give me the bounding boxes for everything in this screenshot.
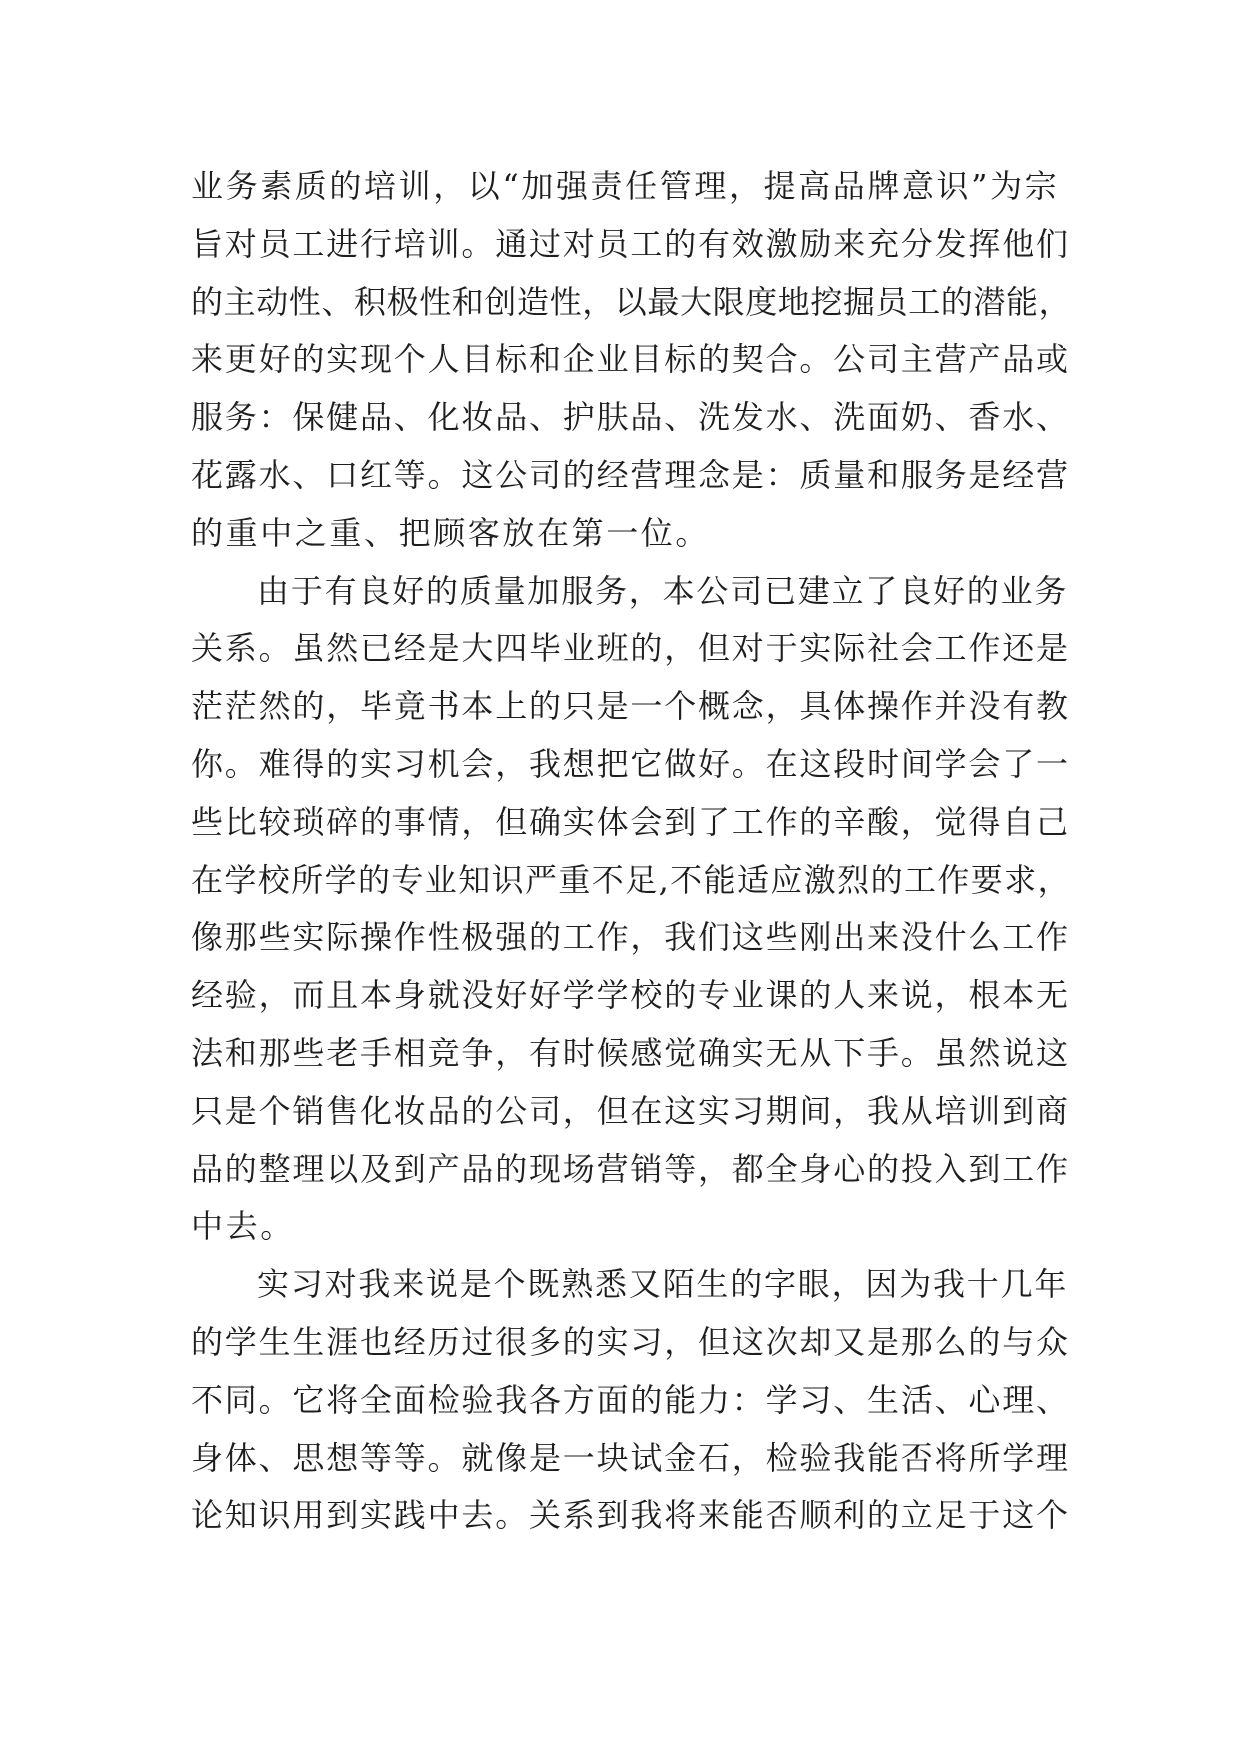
text-line: 的主动性、积极性和创造性，以最大限度地挖掘员工的潜能， xyxy=(191,282,1072,321)
text-line: 茫茫然的，毕竟书本上的只是一个概念，具体操作并没有教 xyxy=(191,687,1070,726)
text-line: 业务素质的培训，以“加强责任管理，提高品牌意识”为宗 xyxy=(191,167,1060,205)
text-line: 在学校所学的专业知识严重不足,不能适应激烈的工作要求， xyxy=(191,860,1071,899)
text-line: 论知识用到实践中去。关系到我将来能否顺利的立足于这个 xyxy=(191,1496,1070,1535)
text-line: 不同。它将全面检验我各方面的能力：学习、生活、心理、 xyxy=(191,1380,1070,1419)
text-line: 花露水、口红等。这公司的经营理念是：质量和服务是经营 xyxy=(191,455,1070,494)
text-line: 像那些实际操作性极强的工作，我们这些刚出来没什么工作 xyxy=(191,918,1070,957)
text-line: 经验，而且本身就没好好学学校的专业课的人来说，根本无 xyxy=(191,976,1070,1015)
document-body xyxy=(191,158,1072,1545)
text-line: 品的整理以及到产品的现场营销等，都全身心的投入到工作 xyxy=(191,1149,1070,1188)
text-line: 只是个销售化妆品的公司，但在这实习期间，我从培训到商 xyxy=(191,1091,1070,1130)
text-line: 你。难得的实习机会，我想把它做好。在这段时间学会了一 xyxy=(191,744,1070,783)
text-line: 中去。 xyxy=(191,1207,295,1246)
text-line: 来更好的实现个人目标和企业目标的契合。公司主营产品或 xyxy=(191,340,1070,379)
text-line: 的重中之重、把顾客放在第一位。 xyxy=(191,513,711,552)
text-line: 些比较琐碎的事情，但确实体会到了工作的辛酸，觉得自己 xyxy=(191,802,1070,841)
text-line: 法和那些老手相竞争，有时候感觉确实无从下手。虽然说这 xyxy=(191,1033,1070,1072)
text-line: 身体、思想等等。就像是一块试金石，检验我能否将所学理 xyxy=(191,1438,1070,1477)
text-line: 关系。虽然已经是大四毕业班的，但对于实际社会工作还是 xyxy=(191,629,1070,668)
text-line: 的学生生涯也经历过很多的实习，但这次却又是那么的与众 xyxy=(191,1322,1070,1361)
paragraph-first-line: 实习对我来说是个既熟悉又陌生的字眼，因为我十几年 xyxy=(257,1265,1069,1304)
text-line: 服务：保健品、化妆品、护肤品、洗发水、洗面奶、香水、 xyxy=(191,398,1070,437)
text-line: 旨对员工进行培训。通过对员工的有效激励来充分发挥他们 xyxy=(191,224,1070,263)
paragraph-first-line: 由于有良好的质量加服务，本公司已建立了良好的业务 xyxy=(257,571,1069,610)
